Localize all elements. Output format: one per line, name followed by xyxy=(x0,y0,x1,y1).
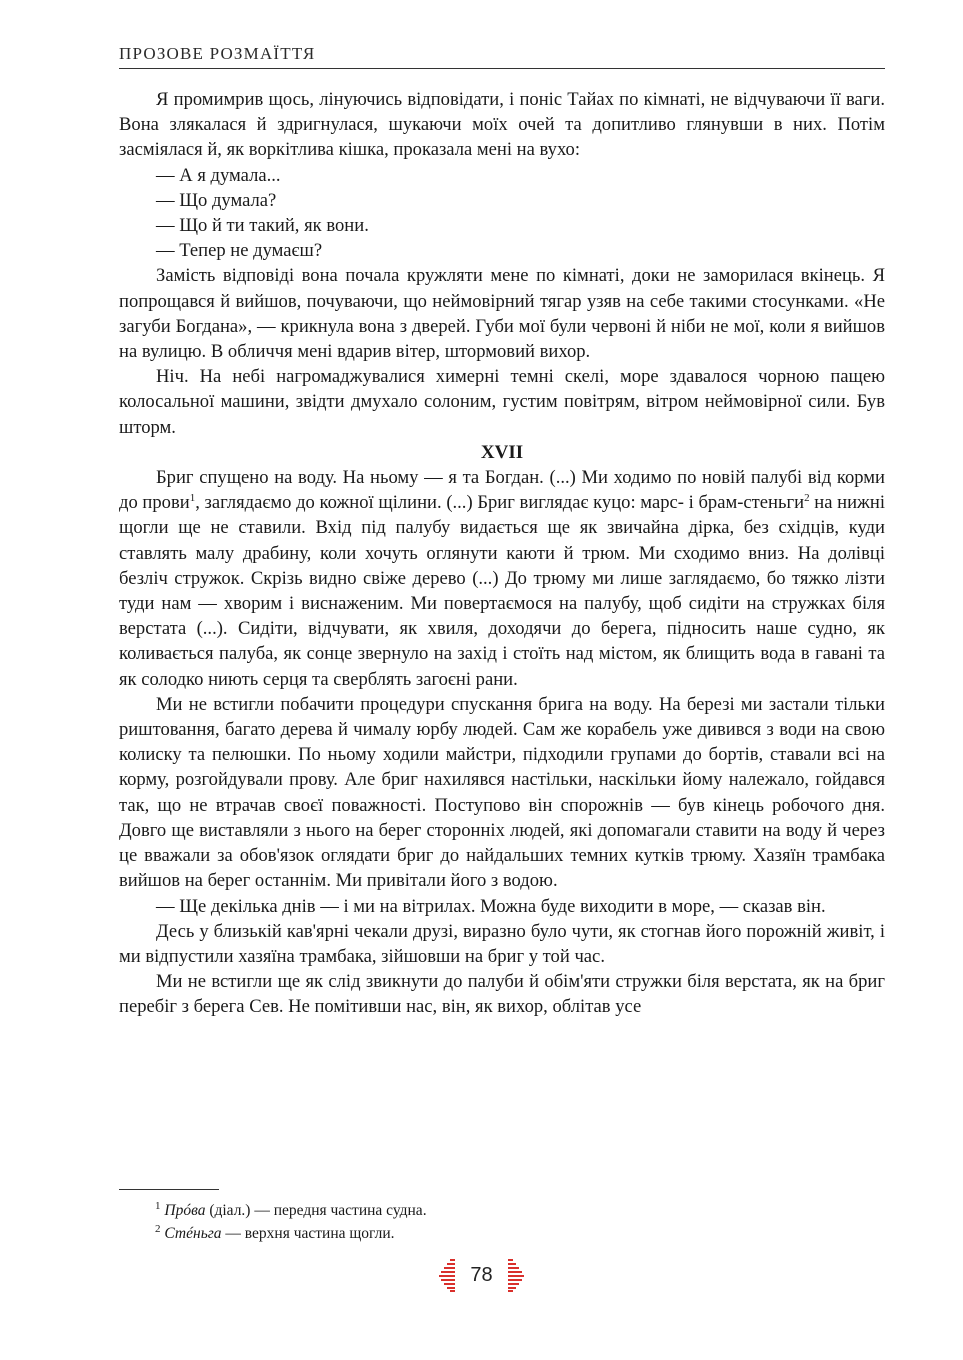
dialog-line: — Що й ти такий, як вони. xyxy=(156,215,369,237)
body-text xyxy=(119,87,885,1020)
footnote xyxy=(155,1222,885,1245)
footnote-ref[interactable]: 1 xyxy=(189,492,196,505)
paragraph: Замість відповіді вона почала кружляти мене по кімнаті, доки не заморилася вкінець. Я попрощався й вийшов, почуваючи, що неймовірний тягар узяв на себе такими стосунками. «Не загуби Богдана», — крикнула вона з дверей. Губи мої були червоні й ніби не мої, коли я вийшов на вулицю. В обличчя мені вдарив вітер, штормовий вихор. xyxy=(119,265,885,363)
running-header-title: ПРОЗОВЕ РОЗМАЇТТЯ xyxy=(119,44,316,63)
dialog-line: — Ще декілька днів — і ми на вітрилах. Можна буде виходити в море, — сказав він. xyxy=(156,895,826,917)
paragraph-text: Бриг спущено на воду. На ньому — я та Богдан. (...) Ми ходимо по новій палубі від корми до прови xyxy=(119,467,885,514)
dialog-line: — Що думала? xyxy=(156,189,277,211)
dialog-line: — Тепер не думаєш? xyxy=(156,240,323,262)
paragraph: Ми не встигли ще як слід звикнути до палуби й обім'яти стружки біля верстата, як на бриг перебіг з берега Сев. Не помітивши нас, він, як вихор, облітав усе xyxy=(119,971,885,1018)
paragraph: Ніч. На небі нагромаджувалися химерні темні скелі, море здавалося чорною пащею колосальної машини, звідти дмухало солоним, густим повітрям, вітром неймовірної сили. Був шторм. xyxy=(119,366,885,438)
paragraph: Десь у близькій кав'ярні чекали друзі, виразно було чути, як стогнав його порожній живіт, і ми відпустили хазяїна трамбака, зійшовши на бриг у той час. xyxy=(119,920,885,967)
footnote-ref[interactable]: 2 xyxy=(804,492,810,505)
running-header xyxy=(119,44,885,69)
left-ornament-icon xyxy=(438,1258,456,1292)
right-ornament-icon xyxy=(507,1258,525,1292)
footnote-text: — верхня частина щогли. xyxy=(221,1225,395,1242)
dialog-line: — А я думала... xyxy=(156,164,281,186)
paragraph: Я промимрив щось, лінуючись відповідати, і поніс Тайах по кімнаті, не відчуваючи її ваги. Вона злякалася й здригнулася, шукаючи моїх очей та допитливо глянувши в них. Потім засміялася й, як воркітлива кішка, проказала мені на вухо: xyxy=(119,89,885,161)
footnote-term: Прóва xyxy=(164,1202,206,1219)
footnote xyxy=(155,1199,885,1222)
footnote-number: 2 xyxy=(155,1222,161,1235)
page-number: 78 xyxy=(470,1263,493,1286)
paragraph-text: на нижні щогли ще не ставили. Вхід під палубу видається ще як звичайна дірка, без східців, куди ставлять малу драбину, коли хочуть оглянути каюти й трюм. Ми сходимо вниз. На долівці безліч стружок. Скрізь видно свіже дерево (...) До трюму ми лише заглядаємо, бо тяжко лізти туди нам — хворим і виснаженим. Ми повертаємося на палубу, щоб сидіти на стружках біля верстата (...). Сидіти, відчувати, як хвиля, доходячи до берега, підносить наше судно, як коливається палуба, як сонце звернуло на захід і стоїть над містом, як блищить вода в гавані та як солодко ниють серця та сверблять загоєні рани. xyxy=(119,492,885,690)
paragraph: Ми не встигли побачити процедури спускання брига на воду. На березі ми застали тільки риштовання, багато дерева й чималу юрбу людей. Сам же корабель уже дивився з води на свою колиску та пелюшки. По ньому ходили майстри, підходили групами до бортів, ставали всі на корму, розгойдували прову. Але бриг нахилявся настільки, наскільки йому належало, гойдався так, що не втрачав своєї поважності. Поступово він спорожнів — був кінець робочого дня. Довго ще виставляли з нього на берег сторонніх людей, які допомагали ставити на воду й через це вважали за обов'язок оглядати бриг до найдальших темних кутків трюму. Хазяїн трамбака вийшов на берег останнім. Ми привітали його з водою. xyxy=(119,693,885,892)
footnotes xyxy=(155,1199,885,1245)
paragraph xyxy=(119,465,885,692)
footnote-divider xyxy=(119,1189,219,1190)
footnote-number: 1 xyxy=(155,1199,161,1212)
footnote-term: Стéньга xyxy=(164,1225,222,1242)
chapter-heading: XVII xyxy=(480,441,524,463)
paragraph-text: , заглядаємо до кожної щілини. (...) Бриг виглядає куцо: марс- і брам-стеньги xyxy=(195,492,805,514)
page-footer xyxy=(0,1258,963,1292)
footnote-text: (діал.) — передня частина судна. xyxy=(205,1202,427,1219)
